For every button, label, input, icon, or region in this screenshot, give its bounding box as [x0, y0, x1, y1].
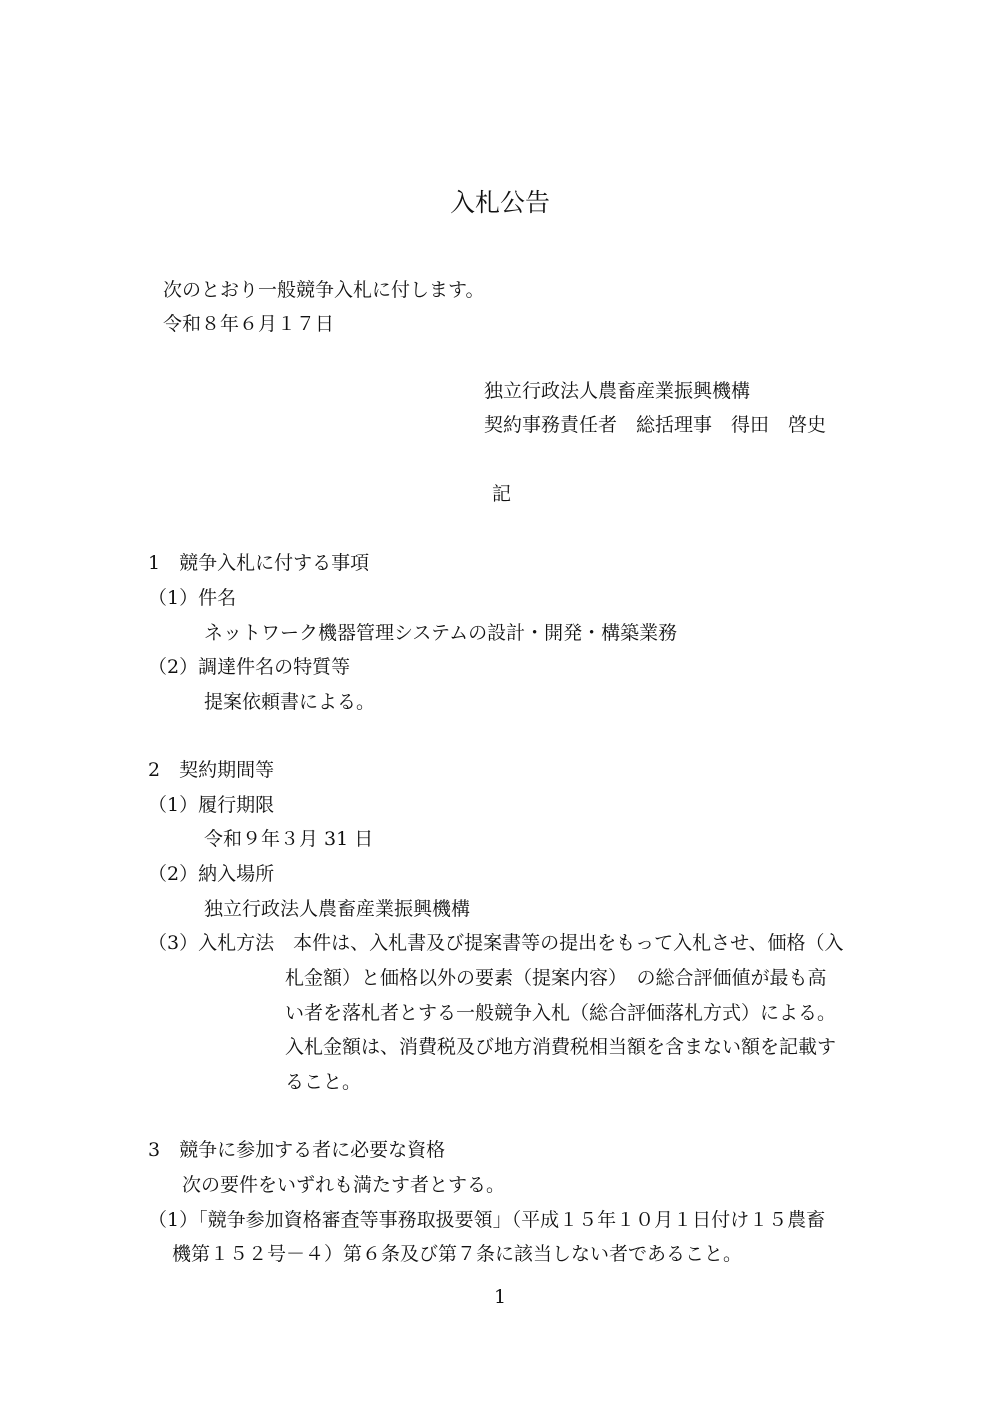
section2-item2-label: （2）納入場所: [148, 863, 275, 885]
section3-item1-line2: 機第１５２号－４）第６条及び第７条に該当しない者であること。: [172, 1243, 743, 1265]
document-title: 入札公告: [449, 188, 550, 217]
section3-heading: 3 競争に参加する者に必要な資格: [148, 1139, 446, 1161]
section1-item1-label: （1）件名: [148, 587, 237, 609]
intro-text: 次のとおり一般競争入札に付します。: [163, 279, 485, 301]
section2-heading: 2 契約期間等: [148, 759, 275, 781]
section2-item3-line: 入札金額は、消費税及び地方消費税相当額を含まない額を記載す: [285, 1036, 837, 1058]
section1-item1-value: ネットワーク機器管理システムの設計・開発・構築業務: [204, 622, 678, 644]
section3-item1-line1: （1）「競争参加資格審査等事務取扱要領」（平成１５年１０月１日付け１５農畜: [148, 1209, 826, 1231]
issuer-organization: 独立行政法人農畜産業振興機構: [484, 380, 751, 402]
section1-item2-label: （2）調達件名の特質等: [148, 656, 351, 678]
notice-date: 令和８年６月１７日: [163, 313, 335, 335]
page-number: 1: [493, 1286, 507, 1308]
issuer-official: 契約事務責任者 総括理事 得田 啓史: [484, 414, 827, 436]
section2-item1-value: 令和９年３月 31 日: [204, 828, 374, 850]
section2-item3-line: 札金額）と価格以外の要素（提案内容） の総合評価値が最も高: [285, 967, 827, 989]
section1-heading: 1 競争入札に付する事項: [148, 552, 370, 574]
section2-item1-label: （1）履行期限: [148, 794, 275, 816]
section2-item3-label: （3）入札方法 本件は、入札書及び提案書等の提出をもって入札させ、価格（入: [148, 932, 844, 954]
section3-intro: 次の要件をいずれも満たす者とする。: [182, 1174, 506, 1196]
section1-item2-value: 提案依頼書による。: [204, 691, 376, 713]
section2-item3-line: い者を落札者とする一般競争入札（総合評価落札方式）による。: [285, 1002, 837, 1024]
section2-item2-value: 独立行政法人農畜産業振興機構: [204, 898, 471, 920]
section2-item3-line: ること。: [285, 1071, 362, 1093]
ki-mark: 記: [492, 483, 512, 505]
